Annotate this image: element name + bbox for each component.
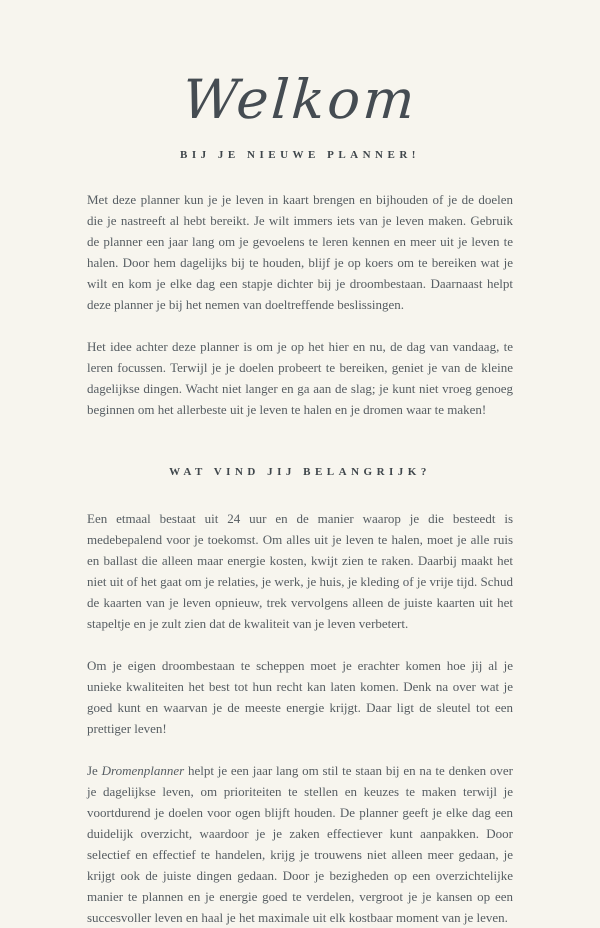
final-paragraph-rest: helpt je een jaar lang om stil te staan bij en na te denken over je dagelijkse leven, om prioriteiten te stellen en keuzes te maken terwijl je voortdurend je doelen voor ogen blijft houden. De planner geeft je elke dag een duidelijk overzicht, waardoor je je zaken effectiever kunt aanpakken. Door selectief en effectief te handelen, krijg je trouwens niet alleen meer gedaan, je krijgt ook de juiste dingen gedaan. Door je bezigheden op een overzichtelijke manier te plannen en je energie goed te verdelen, vergroot je je kansen op een succesvoller leven en haal je het maximale uit elk kostbaar moment van je leven. xyxy=(87,763,513,926)
final-paragraph-prefix: Je xyxy=(87,763,102,779)
intro-paragraph-1: Met deze planner kun je je leven in kaart brengen en bijhouden of je de doelen die je nastreeft al hebt bereikt. Je wilt immers iets van je leven maken. Gebruik de planner een jaar lang om je gevoelens te leren kennen en meer uit je leven te halen. Door hem dagelijks bij te houden, blijf je op koers om te bereiken wat je wilt en kom je elke dag een stapje dichter bij je droombestaan. Daarnaast helpt deze planner je bij het nemen van doeltreffende beslissingen. xyxy=(87,192,513,313)
section-paragraph-3 xyxy=(87,760,513,928)
page-subtitle: BIJ JE NIEUWE PLANNER! xyxy=(180,149,420,162)
section-paragraph-1: Een etmaal bestaat uit 24 uur en de manier waarop je die besteedt is medebepalend voor je toekomst. Om alles uit je leven te halen, moet je alle ruis en ballast die alleen maar energie kosten, kwijt zien te raken. Daarbij maakt het niet uit of het gaat om je relaties, je werk, je huis, je kleding of je vrije tijd. Schud de kaarten van je leven opnieuw, trek vervolgens alleen de juiste kaarten uit het stapeltje en je zult zien dat de kwaliteit van je leven verbetert. xyxy=(87,511,513,632)
book-title-italic: Dromenplanner xyxy=(101,763,185,779)
intro-paragraph-2: Het idee achter deze planner is om je op het hier en nu, de dag van vandaag, te leren focussen. Terwijl je je doelen probeert te bereiken, geniet je van de kleine dagelijkse dingen. Wacht niet langer en ga aan de slag; je kunt niet vroeg genoeg beginnen om het allerbeste uit je leven te halen en je dromen waar te maken! xyxy=(87,339,513,418)
section-heading: WAT VIND JIJ BELANGRIJK? xyxy=(169,466,431,479)
section-paragraph-2: Om je eigen droombestaan te scheppen moet je erachter komen hoe jij al je unieke kwaliteiten het best tot hun recht kan laten komen. Denk na over wat je goed kunt en waarvan je de meeste energie krijgt. Daar ligt de sleutel tot een prettiger leven! xyxy=(87,658,513,737)
page-title: Welkom xyxy=(180,68,420,131)
